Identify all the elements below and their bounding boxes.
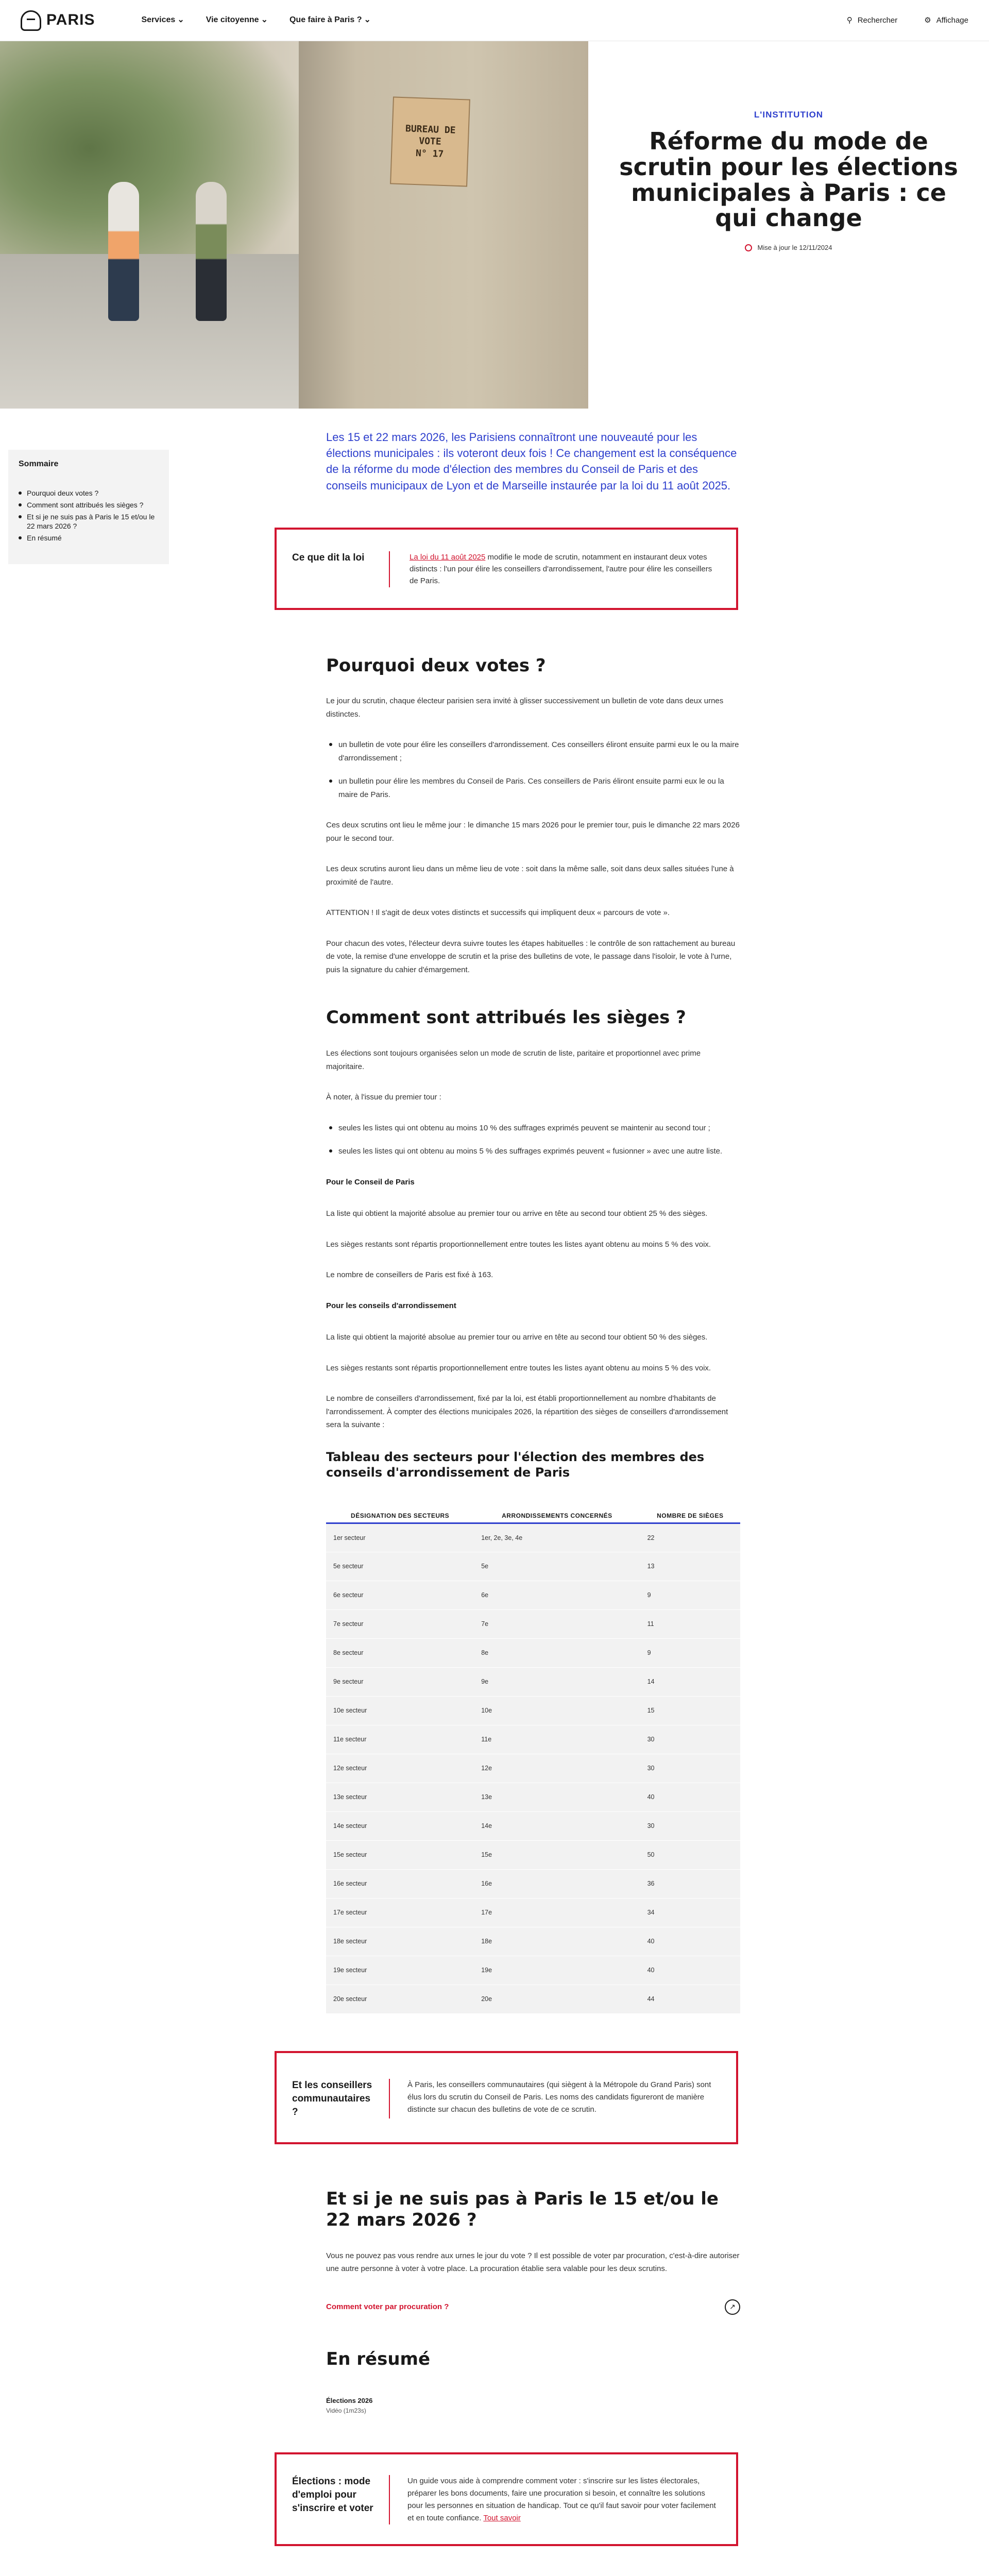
- callout-title: Élections : mode d'emploi pour s'inscrire et voter: [277, 2475, 390, 2524]
- search-button[interactable]: ⚲ Rechercher: [847, 14, 898, 26]
- hero-kicker[interactable]: L'INSTITUTION: [754, 110, 824, 120]
- table-cell: 14e: [474, 1812, 640, 1841]
- table-header: NOMBRE DE SIÈGES: [640, 1509, 740, 1523]
- table-cell: 1er secteur: [326, 1523, 474, 1552]
- section-why: Pourquoi deux votes ? Le jour du scrutin, chaque électeur parisien sera invité à glisser successivement un bulletin de vote dans deux urnes distinctes. un bulletin de vote pour élire les conseillers d'arrondissement. Ces conseillers éliront ensuite parmi eux le ou la maire d'arrondissement ; un bulletin pour élire les membres du Conseil de Paris. Ces conseillers de Paris éliront ensuite parmi eux le ou la maire de Paris. Ces deux scrutins ont lieu le même jour : le dimanche 15 mars 2026 pour le premier tour, puis le dimanche 22 mars 2026 pour le second tour. Les deux scrutins auront lieu dans un même lieu de vote : soit dans la même salle, soit dans deux salles situées l'une à proximité de l'autre. ATTENTION ! Il s'agit de deux votes distincts et successifs qui impliquent deux « parcours de vote ». Pour chacun des votes, l'électeur devra suivre toutes les étapes habituelles : le contrôle de son rattachement au bureau de vote, la remise d'une enveloppe de scrutin et la prise des bulletins de vote, le passage dans l'isoloir, le vote à l'urne, puis la signature du cahier d'émargement.: [326, 655, 740, 974]
- table-cell: 5e: [474, 1552, 640, 1581]
- guide-callout: [275, 2452, 738, 2546]
- table-row: [326, 1552, 740, 1581]
- section-absent: Et si je ne suis pas à Paris le 15 et/ou le 22 mars 2026 ? Vous ne pouvez pas vous rendre aux urnes le jour du vote ? Il est possible de voter par procuration, c'est-à-dire autoriser une autre personne à voter à votre place. La procuration établie sera valable pour les deux scrutins. Comment voter par procuration ? ↗: [326, 2189, 740, 2315]
- table-row: [326, 1754, 740, 1783]
- video-item[interactable]: Élections 2026 Vidéo (1m23s): [326, 2396, 373, 2414]
- paris-emblem-icon: [21, 10, 41, 31]
- table-row: [326, 1870, 740, 1899]
- summary-title: Sommaire: [19, 460, 59, 468]
- table-row: [326, 1985, 740, 2014]
- table-title: Tableau des secteurs pour l'élection des membres des conseils d'arrondissement de Paris: [326, 1449, 705, 1480]
- callout-body: La loi du 11 août 2025 modifie le mode de scrutin, notamment en instaurant deux votes distincts : l'un pour élire les conseillers d'arrondissement, l'autre pour élire les conseillers de Paris.: [410, 552, 712, 586]
- hero-text: [588, 41, 989, 409]
- nav-services[interactable]: Services ⌄: [141, 14, 184, 27]
- chevron-down-icon: ⌄: [261, 15, 268, 25]
- table-cell: 12e: [474, 1754, 640, 1783]
- table-cell: 30: [640, 1812, 740, 1841]
- table-cell: 6e: [474, 1581, 640, 1610]
- table-header: DÉSIGNATION DES SECTEURS: [326, 1509, 474, 1523]
- table-cell: 20e secteur: [326, 1985, 474, 2014]
- table-cell: 9: [640, 1639, 740, 1668]
- table-cell: 1er, 2e, 3e, 4e: [474, 1523, 640, 1552]
- table-row: [326, 1581, 740, 1610]
- summary-item[interactable]: Comment sont attribués les sièges ?: [19, 500, 159, 510]
- table-cell: 16e secteur: [326, 1870, 474, 1899]
- article-lead: Les 15 et 22 mars 2026, les Parisiens connaîtront une nouveauté pour les élections municipales : ils voteront deux fois ! Ce changement est la conséquence de la réforme du mode d'élection des membres du Conseil de Paris et des conseils municipaux de Lyon et de Marseille instaurée par la loi du 11 août 2025.: [326, 431, 737, 492]
- external-link-icon[interactable]: ↗: [725, 2299, 740, 2315]
- section-title: Et si je ne suis pas à Paris le 15 et/ou le 22 mars 2026 ?: [326, 2189, 719, 2230]
- table-row: [326, 1812, 740, 1841]
- table-cell: 15e: [474, 1841, 640, 1870]
- site-header: [0, 0, 989, 41]
- section-summary: [326, 2349, 740, 2416]
- polling-station-sign: BUREAU DE VOTE N° 17: [390, 96, 470, 187]
- law-link[interactable]: La loi du 11 août 2025: [410, 552, 486, 562]
- table-cell: 19e: [474, 1956, 640, 1985]
- summary-item[interactable]: En résumé: [19, 533, 159, 543]
- table-row: [326, 1697, 740, 1725]
- table-cell: 30: [640, 1754, 740, 1783]
- table-cell: 8e: [474, 1639, 640, 1668]
- paris-logo[interactable]: PARIS: [21, 8, 95, 32]
- table-cell: 19e secteur: [326, 1956, 474, 1985]
- table-cell: 11e secteur: [326, 1725, 474, 1754]
- table-cell: 15: [640, 1697, 740, 1725]
- table-cell: 8e secteur: [326, 1639, 474, 1668]
- page-title: Réforme du mode de scrutin pour les élections municipales à Paris : ce qui change: [619, 127, 958, 232]
- table-cell: 15e secteur: [326, 1841, 474, 1870]
- nav-que-faire[interactable]: Que faire à Paris ? ⌄: [289, 14, 371, 27]
- hero: [0, 41, 989, 409]
- callout-title: Ce que dit la loi: [277, 551, 390, 587]
- table-cell: 17e secteur: [326, 1899, 474, 1927]
- table-cell: 22: [640, 1523, 740, 1552]
- table-cell: 16e: [474, 1870, 640, 1899]
- law-callout: [275, 528, 738, 610]
- table-cell: 6e secteur: [326, 1581, 474, 1610]
- table-cell: 11: [640, 1610, 740, 1639]
- table-cell: 13e secteur: [326, 1783, 474, 1812]
- table-row: [326, 1668, 740, 1697]
- table-cell: 13: [640, 1552, 740, 1581]
- table-cell: 40: [640, 1956, 740, 1985]
- table-header: ARRONDISSEMENTS CONCERNÉS: [474, 1509, 640, 1523]
- table-row: [326, 1725, 740, 1754]
- table-row: [326, 1841, 740, 1870]
- page-content: [0, 409, 989, 2576]
- table-cell: 7e: [474, 1610, 640, 1639]
- table-cell: 34: [640, 1899, 740, 1927]
- search-icon: ⚲: [846, 15, 852, 25]
- hero-image: [0, 41, 588, 409]
- section-title: Pourquoi deux votes ?: [326, 655, 546, 676]
- callout-body: À Paris, les conseillers communautaires (qui siègent à la Métropole du Grand Paris) sont élus lors du scrutin du Conseil de Paris. Les noms des candidats figureront de manière distincte sur chacun des bulletins de vote de ce scrutin.: [407, 2080, 711, 2114]
- clock-icon: [745, 244, 752, 251]
- table-cell: 36: [640, 1870, 740, 1899]
- guide-link[interactable]: Tout savoir: [483, 2514, 521, 2523]
- table-cell: 9e secteur: [326, 1668, 474, 1697]
- table-cell: 40: [640, 1783, 740, 1812]
- table-row: [326, 1639, 740, 1668]
- section-title: En résumé: [326, 2348, 431, 2369]
- header-tools: [847, 14, 968, 26]
- table-cell: 9: [640, 1581, 740, 1610]
- summary-item[interactable]: Et si je ne suis pas à Paris le 15 et/ou le 22 mars 2026 ?: [19, 512, 159, 532]
- table-cell: 44: [640, 1985, 740, 2014]
- callout-title: Et les conseillers communautaires ?: [277, 2079, 390, 2119]
- main-nav: [141, 14, 370, 27]
- table-cell: 9e: [474, 1668, 640, 1697]
- table-cell: 20e: [474, 1985, 640, 2014]
- table-cell: 7e secteur: [326, 1610, 474, 1639]
- table-row: [326, 1956, 740, 1985]
- chevron-down-icon: ⌄: [364, 15, 371, 25]
- section-title: Comment sont attribués les sièges ?: [326, 1007, 686, 1028]
- table-cell: 30: [640, 1725, 740, 1754]
- table-row: [326, 1927, 740, 1956]
- table-cell: 18e: [474, 1927, 640, 1956]
- callout-body: Un guide vous aide à comprendre comment voter : s'inscrire sur les listes électorales, préparer les bons documents, faire une procuration si besoin, et connaître les solutions pour les personnes en situation de handicap. Tout ce qu'il faut savoir pour voter facilement et en toute confiance. Tout savoir: [407, 2477, 716, 2523]
- proxy-link[interactable]: Comment voter par procuration ?: [326, 2302, 449, 2312]
- table-cell: 10e: [474, 1697, 640, 1725]
- proxy-link-row: [326, 2299, 740, 2315]
- table-cell: 11e: [474, 1725, 640, 1754]
- table-cell: 14: [640, 1668, 740, 1697]
- table-cell: 18e secteur: [326, 1927, 474, 1956]
- table-row: [326, 1610, 740, 1639]
- table-cell: 10e secteur: [326, 1697, 474, 1725]
- list-item: seules les listes qui ont obtenu au moins 10 % des suffrages exprimés peuvent se maintenir au second tour ;: [326, 1122, 740, 1135]
- list-item: seules les listes qui ont obtenu au moins 5 % des suffrages exprimés peuvent « fusionner » avec une autre liste.: [326, 1145, 740, 1158]
- table-of-contents: [8, 450, 169, 564]
- table-row: [326, 1783, 740, 1812]
- table-cell: 13e: [474, 1783, 640, 1812]
- table-cell: 17e: [474, 1899, 640, 1927]
- table-cell: 50: [640, 1841, 740, 1870]
- display-button[interactable]: ⚙ Affichage: [924, 14, 968, 26]
- list-item: un bulletin de vote pour élire les conseillers d'arrondissement. Ces conseillers éliront ensuite parmi eux le ou la maire d'arrondissement ;: [326, 738, 740, 765]
- table-cell: 40: [640, 1927, 740, 1956]
- council-callout: [275, 2051, 738, 2144]
- section-seats: Comment sont attribués les sièges ? Les élections sont toujours organisées selon un mode de scrutin de liste, paritaire et proportionnel avec prime majoritaire. À noter, à l'issue du premier tour : seules les listes qui ont obtenu au moins 10 % des suffrages exprimés peuvent se maintenir au second tour ; seules les listes qui ont obtenu au moins 5 % des suffrages exprimés peuvent « fusionner » avec une autre liste. Pour le Conseil de Paris La liste qui obtient la majorité absolue au premier tour ou arrive en tête au second tour obtient 25 % des sièges. Les sièges restants sont répartis proportionnellement entre toutes les listes ayant obtenu au moins 5 % des voix. Le nombre de conseillers de Paris est fixé à 163. Pour les conseils d'arrondissement La liste qui obtient la majorité absolue au premier tour ou arrive en tête au second tour obtient 50 % des sièges. Les sièges restants sont répartis proportionnellement entre toutes les listes ayant obtenu au moins 5 % des voix. Le nombre de conseillers d'arrondissement, fixé par la loi, est établi proportionnellement au nombre d'habitants de l'arrondissement. À compter des élections municipales 2026, la répartition des sièges de conseillers d'arrondissement sera la suivante : Tableau des secteurs pour l'élection des membres des conseils d'arrondissement de Paris: [326, 1007, 740, 1480]
- chevron-down-icon: ⌄: [177, 15, 184, 25]
- list-item: un bulletin pour élire les membres du Conseil de Paris. Ces conseillers de Paris éliront ensuite parmi eux le ou la maire de Paris.: [326, 775, 740, 801]
- table-row: [326, 1899, 740, 1927]
- table-cell: 5e secteur: [326, 1552, 474, 1581]
- summary-item[interactable]: Pourquoi deux votes ?: [19, 488, 159, 498]
- table-row: [326, 1523, 740, 1552]
- nav-vie-citoyenne[interactable]: Vie citoyenne ⌄: [206, 14, 268, 27]
- sectors-table: [326, 1509, 740, 2014]
- article: [292, 409, 740, 2576]
- gear-icon: ⚙: [924, 15, 931, 25]
- table-cell: 14e secteur: [326, 1812, 474, 1841]
- table-cell: 12e secteur: [326, 1754, 474, 1783]
- update-date: Mise à jour le 12/11/2024: [745, 243, 832, 253]
